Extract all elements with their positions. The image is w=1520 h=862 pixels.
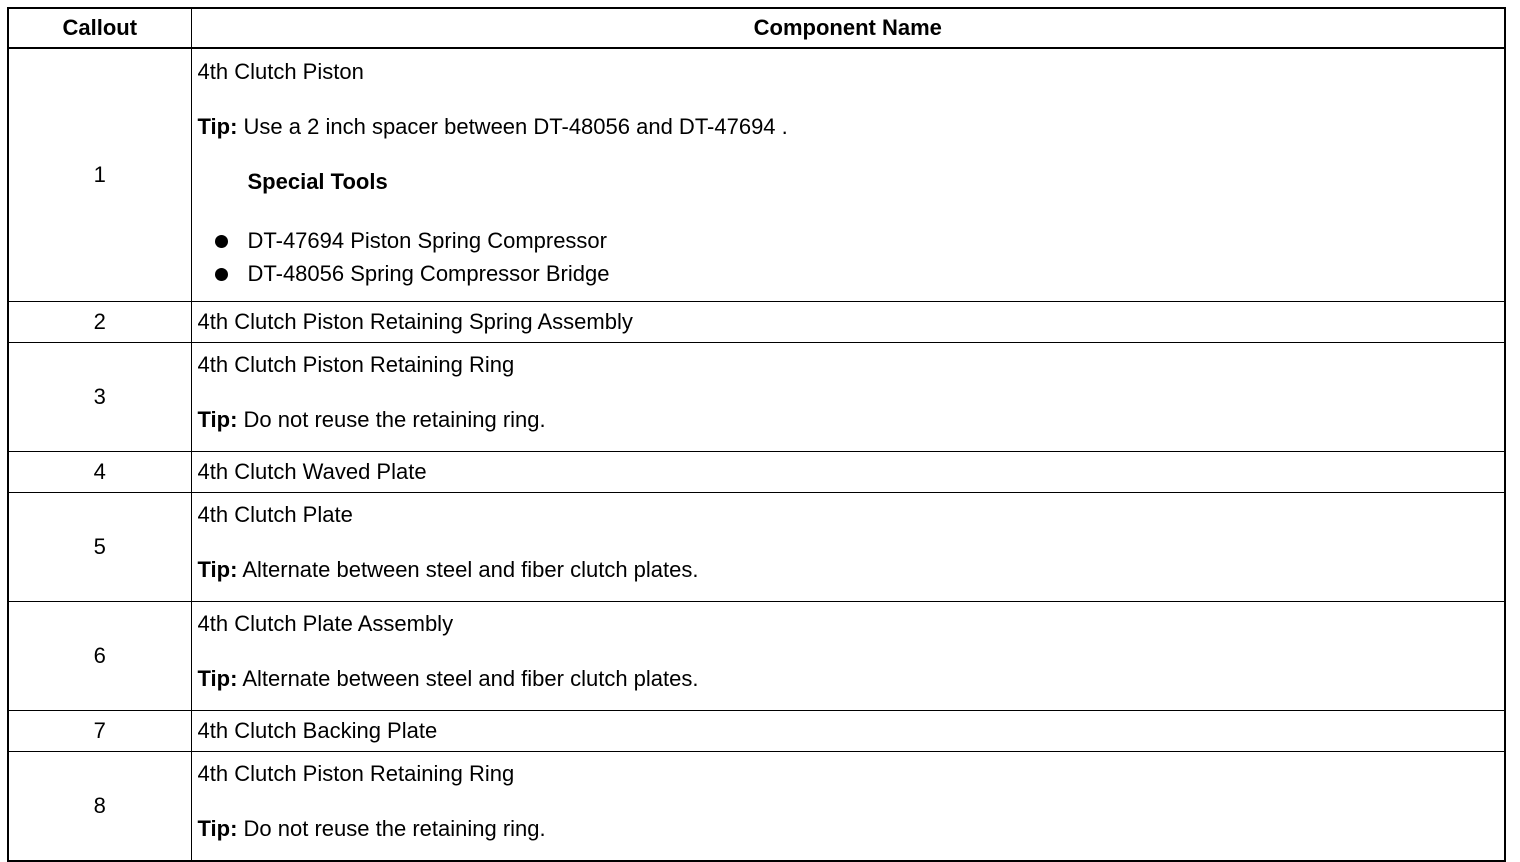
component-cell [191,48,1505,302]
tip-text: Do not reuse the retaining ring. [243,816,546,841]
tip-text: Do not reuse the retaining ring. [243,407,546,432]
callout-number: 7 [8,711,191,752]
table-row [8,48,1505,302]
tool-name: DT-48056 Spring Compressor Bridge [247,261,610,286]
tip-text: Use a 2 inch spacer between DT-48056 and DT-47694 . [243,114,788,139]
tip-label: Tip: [197,407,238,432]
table-row [8,711,1505,752]
tip-label: Tip: [197,114,238,139]
component-name: 4th Clutch Plate [197,502,353,527]
tip [198,407,1499,433]
table-row [8,452,1505,493]
table-row [8,752,1505,862]
callout-number: 4 [8,452,191,493]
tip [198,557,1499,583]
callout-number: 3 [8,343,191,452]
special-tools-list [198,224,1499,290]
component-name: 4th Clutch Plate Assembly [197,611,454,636]
component-cell [191,493,1505,602]
component-table [7,7,1506,862]
bullet-icon [215,268,228,281]
component-name-column-header: Component Name [191,8,1505,48]
component-name: 4th Clutch Waved Plate [191,452,1505,493]
tip [198,816,1499,842]
table-row [8,493,1505,602]
bullet-icon [215,235,228,248]
callout-number: 5 [8,493,191,602]
tip [198,666,1499,692]
callout-number: 1 [8,48,191,302]
table-row [8,302,1505,343]
callout-number: 8 [8,752,191,862]
component-cell [191,343,1505,452]
tip-text: Alternate between steel and fiber clutch plates. [242,557,699,582]
tip [198,114,1499,140]
tip-label: Tip: [197,666,238,691]
callout-number: 6 [8,602,191,711]
callout-number: 2 [8,302,191,343]
component-cell [191,602,1505,711]
table-row [8,343,1505,452]
special-tools-heading: Special Tools [247,169,388,194]
component-name: 4th Clutch Piston Retaining Ring [197,761,515,786]
component-name: 4th Clutch Piston Retaining Ring [197,352,515,377]
component-name: 4th Clutch Piston [197,59,364,84]
table-header-row [8,8,1505,48]
component-name: 4th Clutch Backing Plate [191,711,1505,752]
list-item [198,257,1499,290]
tip-label: Tip: [197,557,238,582]
component-name: 4th Clutch Piston Retaining Spring Assembly [191,302,1505,343]
component-table-container [7,7,1506,862]
tip-label: Tip: [197,816,238,841]
table-row [8,602,1505,711]
component-cell [191,752,1505,862]
callout-column-header: Callout [8,8,191,48]
tool-name: DT-47694 Piston Spring Compressor [247,228,607,253]
list-item [198,224,1499,257]
tip-text: Alternate between steel and fiber clutch plates. [242,666,699,691]
